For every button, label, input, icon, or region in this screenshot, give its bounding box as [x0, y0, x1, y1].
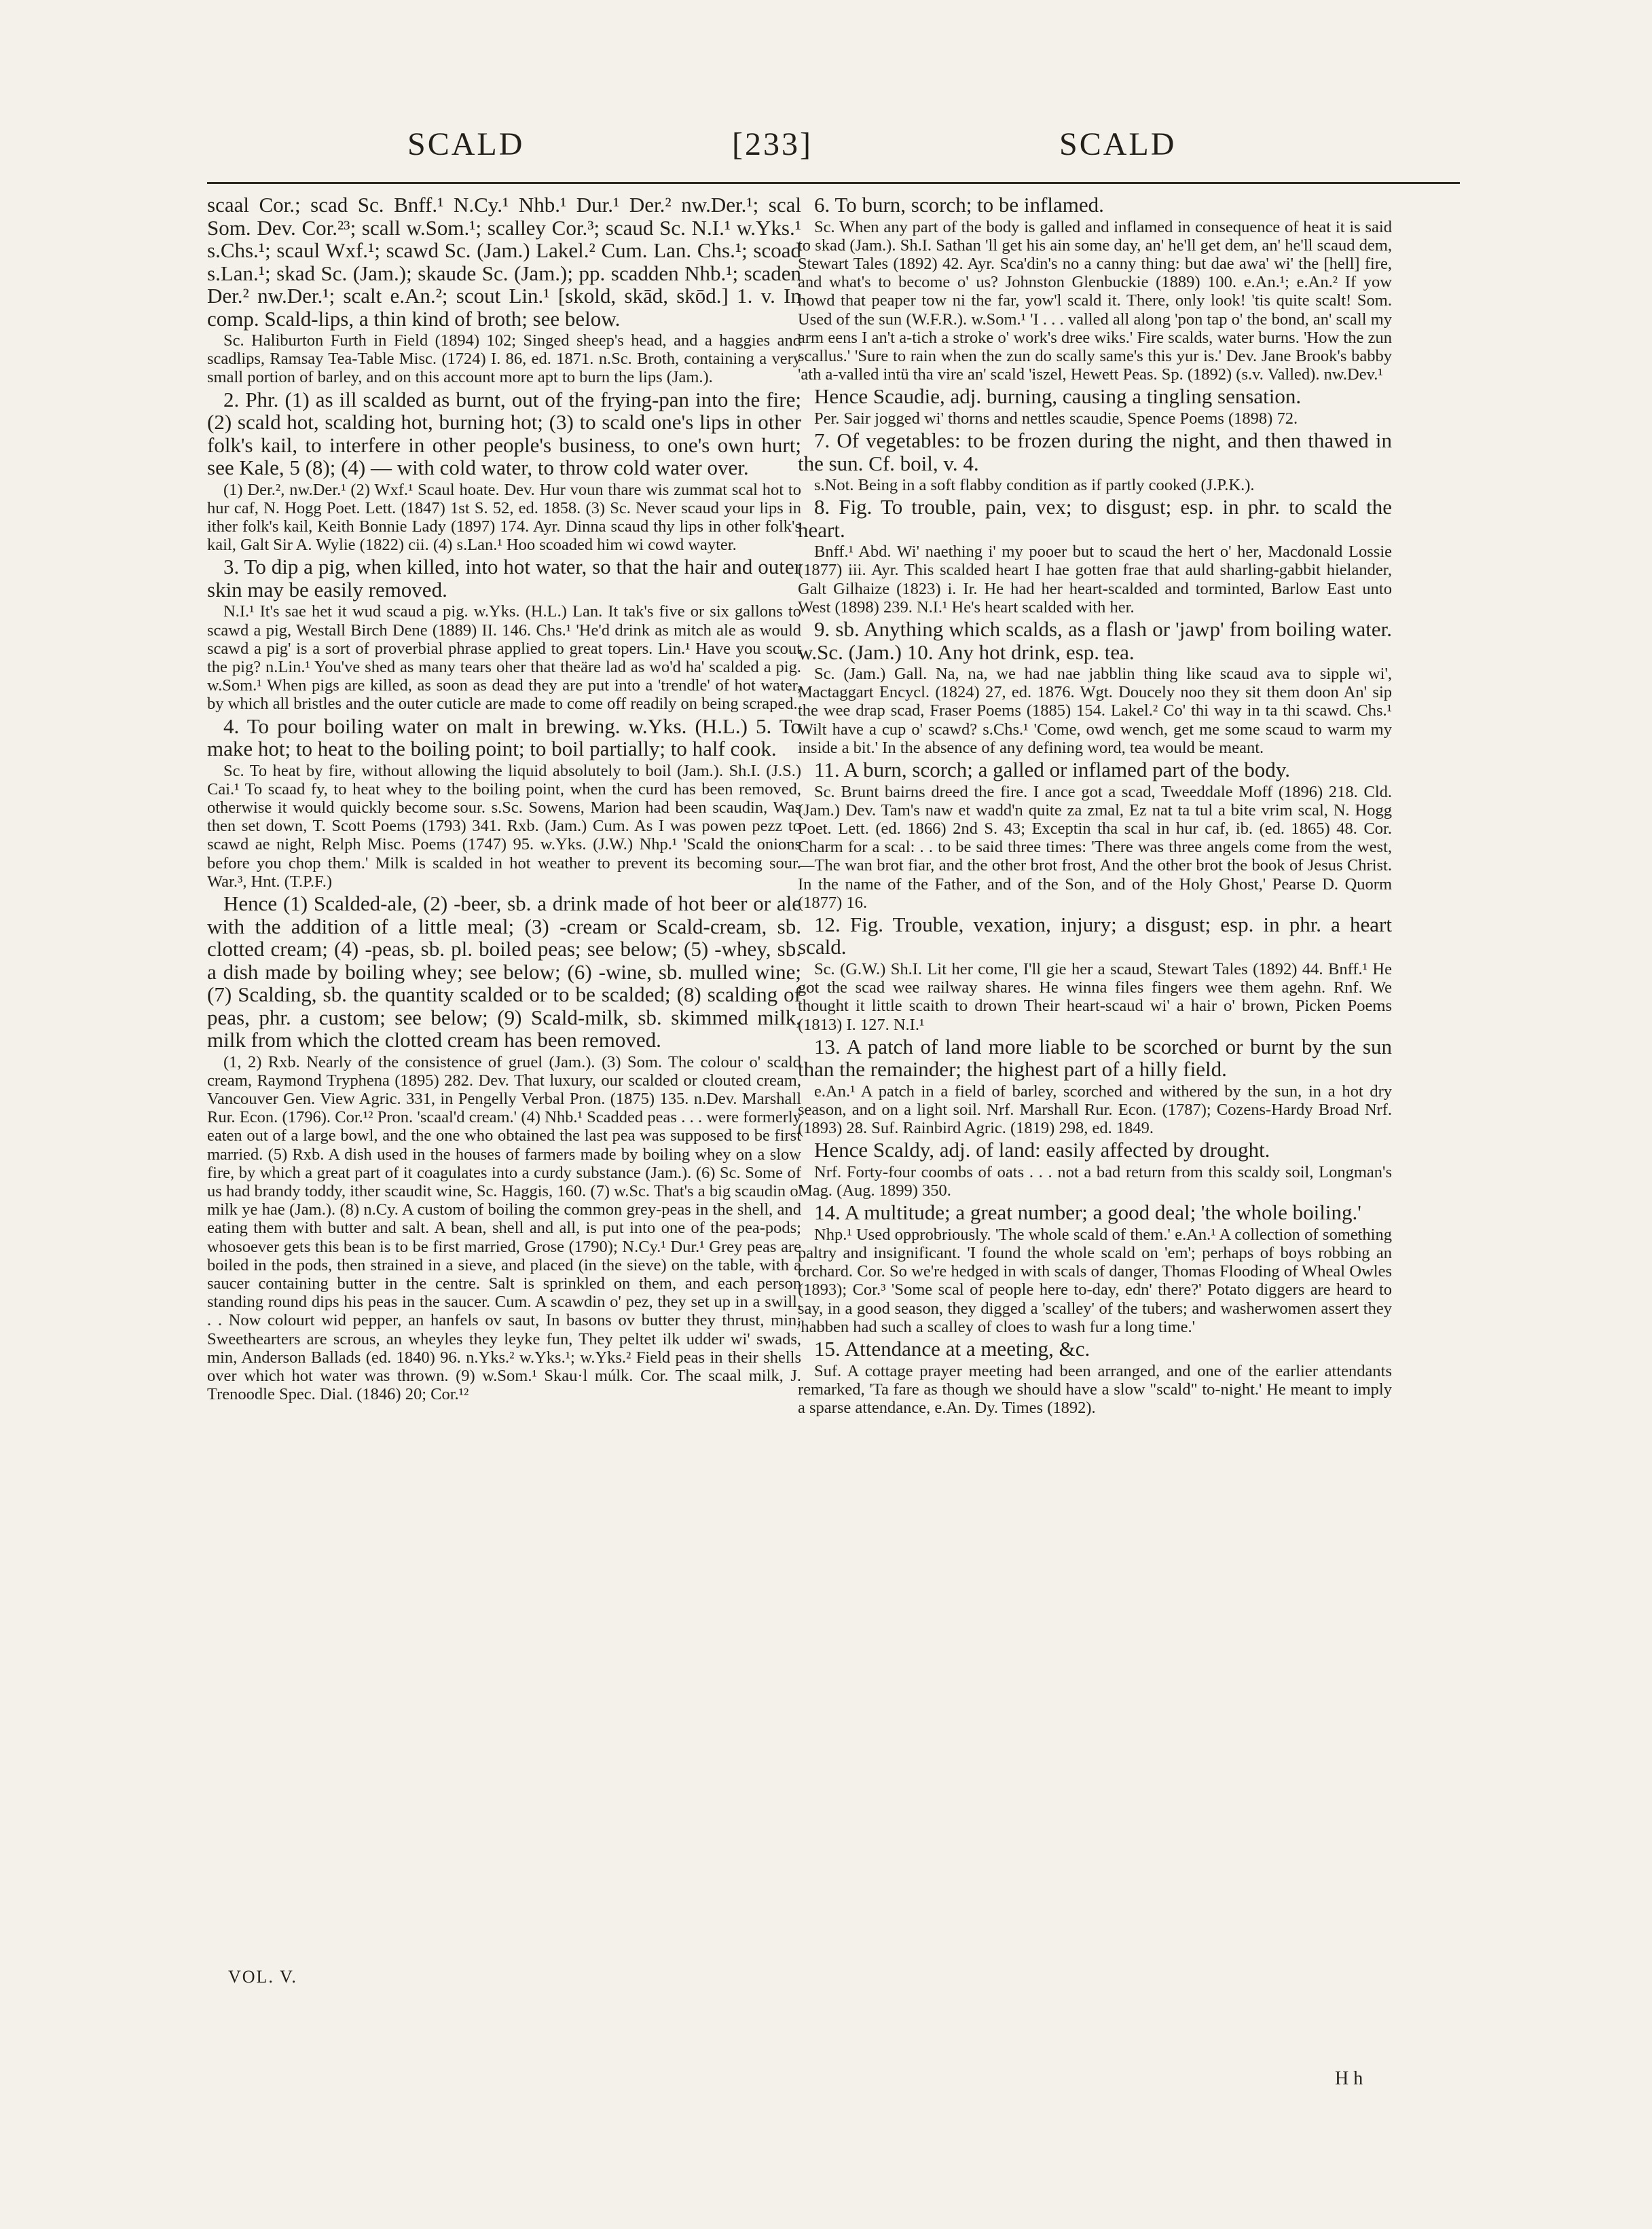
- citation-paragraph: Bnff.¹ Abd. Wi' naething i' my pooer but to scaud the hert o' her, Macdonald Lossie (1877) iii. Ayr. This scalded heart I hae gotten frae that auld sharling-gabbit hielander, Galt Gilhaize (1823) i. Ir. He had her heart-scalded and torminted, Barlow East unto West (1898) 239. N.I.¹ He's heart scalded with her.: [798, 542, 1392, 616]
- citation-paragraph: Sc. To heat by fire, without allowing the liquid absolutely to boil (Jam.). Sh.I. (J.S.) Cai.¹ To scaad fy, to heat whey to the boiling point, when the curd has been removed, otherwise it would quickly become sour. s.Sc. Sowens, Marion had been scaudin, Was then set down, T. Scott Poems (1793) 341. Rxb. (Jam.) Cum. As I was powen pezz to scawd ae night, Relph Misc. Poems (1747) 95. w.Yks. (J.W.) Nhp.¹ 'Scald the onions before you chop them.' Milk is scalded in hot weather to prevent its becoming sour. War.³, Hnt. (T.P.F.): [207, 761, 801, 891]
- entry-paragraph: 2. Phr. (1) as ill scalded as burnt, out of the frying-pan into the fire; (2) scald hot, scalding hot, burning hot; (3) to scald one's lips in other folk's kail, to interfere in other people's business, to one's own hurt; see Kale, 5 (8); (4) — with cold water, to throw cold water over.: [207, 387, 801, 480]
- entry-paragraph: 8. Fig. To trouble, pain, vex; to disgust; esp. in phr. to scald the heart.: [798, 495, 1392, 542]
- header-rule: [207, 182, 1460, 184]
- right-column: [798, 194, 1392, 2088]
- entry-paragraph: Hence (1) Scalded-ale, (2) -beer, sb. a drink made of hot beer or ale with the addition of a little meal; (3) -cream or Scald-cream, sb. clotted cream; (4) -peas, sb. pl. boiled peas; see below; (5) -whey, sb. a dish made by boiling whey; see below; (6) -wine, sb. mulled wine; (7) Scalding, sb. the quantity scalded or to be scalded; (8) scalding of peas, phr. a custom; see below; (9) Scald-milk, sb. skimmed milk, milk from which the clotted cream has been removed.: [207, 891, 801, 1052]
- signature-mark: H h: [1335, 2068, 1363, 2089]
- entry-paragraph: 6. To burn, scorch; to be inflamed.: [814, 194, 1104, 217]
- entry-paragraph: 12. Fig. Trouble, vexation, injury; a disgust; esp. in phr. a heart scald.: [798, 912, 1392, 959]
- entry-paragraph: 4. To pour boiling water on malt in brewing. w.Yks. (H.L.) 5. To make hot; to heat to the boiling point; to boil partially; to half cook.: [207, 714, 801, 761]
- citation-paragraph: Nrf. Forty-four coombs of oats . . . not a bad return from this scaldy soil, Longman's Mag. (Aug. 1899) 350.: [798, 1162, 1392, 1200]
- entry-paragraph: 11. A burn, scorch; a galled or inflamed part of the body.: [814, 758, 1291, 782]
- left-column: [207, 194, 801, 1993]
- citation-paragraph: Sc. When any part of the body is galled and inflamed in consequence of heat it is said to skad (Jam.). Sh.I. Sathan 'll get his ain some day, an' he'll get dem, an' he'll scaud dem, Stewart Tales (1892) 42. Ayr. Sca'din's no a canny thing: but dae awa' wi' the [hell] fire, and what's to become o' us? Johnston Glenbuckie (1889) 100. e.An.¹; e.An.² If yow howd that peaper tow ni the far, yow'l scald it. There, only look! 'tis quite scalt! Som. Used of the sun (W.F.R.). w.Som.¹ 'I . . . valled all along 'pon tap o' the bond, an' scall my arm eens I an't a-tich a stroke o' work's dree wiks.' Fire scalds, water burns. 'How the zun scallus.' 'Sure to rain when the zun do scally same's this yur is.' Dev. Jane Brook's babby 'ath a-valled intü tha vire an' scald 'iszel, Hewett Peas. Sp. (1892) (s.v. Valled). nw.Dev.¹: [798, 217, 1392, 384]
- page-number: [233]: [732, 126, 813, 162]
- entry-paragraph: Hence Scaudie, adj. burning, causing a tingling sensation.: [814, 384, 1302, 409]
- citation-paragraph: Sc. Brunt bairns dreed the fire. I ance got a scad, Tweeddale Moff (1896) 218. Cld. (Jam.) Dev. Tam's naw et wadd'n quite za zmal, Ez nat ta tul a bite vrim scal, N. Hogg Poet. Lett. (ed. 1866) 2nd S. 43; Exceptin tha scal in hur caf, ib. (ed. 1865) 48. Cor. Charm for a scal: . . to be said three times: 'There was three angels come from the west,—The wan brot fiar, and the other brot frost, And the other brot the book of Jesus Christ. In the name of the Father, and of the Son, and of the Holy Ghost,' Pearse D. Quorm (1877) 16.: [798, 782, 1392, 912]
- citation-paragraph: Sc. Haliburton Furth in Field (1894) 102; Singed sheep's head, and a haggies and scadlips, Ramsay Tea-Table Misc. (1724) I. 86, ed. 1871. n.Sc. Broth, containing a very small portion of barley, and on this account more apt to burn the lips (Jam.).: [207, 331, 801, 387]
- citation-paragraph: N.I.¹ It's sae het it wud scaud a pig. w.Yks. (H.L.) Lan. It tak's five or six gallons to scawd a pig, Westall Birch Dene (1889) II. 146. Chs.¹ 'He'd drink as mitch ale as would scawd a pig' is a sort of proverbial phrase applied to great topers. Lin.¹ Have you scout the pig? n.Lin.¹ You've shed as many tears oher that theäre lad as wo'd ha' scalded a pig. w.Som.¹ When pigs are killed, as soon as dead they are put into a 'trendle' of hot water, by which all bristles and the outer cuticle are made to come off readily on being scraped.: [207, 602, 801, 714]
- entry-paragraph: 3. To dip a pig, when killed, into hot water, so that the hair and outer skin may be easily removed.: [207, 555, 801, 602]
- citation-paragraph: Sc. (Jam.) Gall. Na, na, we had nae jabblin thing like scaud ava to sipple wi', Mactaggart Encycl. (1824) 27, ed. 1876. Wgt. Doucely noo they sit them doon An' sip the wee drap scad, Fraser Poems (1885) 154. Lakel.² Co' thi way in ta thi scawd. Chs.¹ Wilt have a cup o' scawd? s.Chs.¹ 'Come, owd wench, get me some scaud to warm my inside a bit.' In the absence of any defining word, tea would be meant.: [798, 665, 1392, 757]
- citation-paragraph: Sc. (G.W.) Sh.I. Lit her come, I'll gie her a scaud, Stewart Tales (1892) 44. Bnff.¹ He got the scad wee railway shares. He winna files fingers wee them agehn. Rnf. We thought it little scaith to drown Their heart-scaud wi' a hair o' brown, Picken Poems (1813) I. 127. N.I.¹: [798, 959, 1392, 1034]
- entry-paragraph: 9. sb. Anything which scalds, as a flash or 'jawp' from boiling water. w.Sc. (Jam.) 10. Any hot drink, esp. tea.: [798, 617, 1392, 664]
- citation-paragraph: s.Not. Being in a soft flabby condition as if partly cooked (J.P.K.).: [814, 476, 1255, 495]
- entry-paragraph: 15. Attendance at a meeting, &c.: [814, 1337, 1090, 1361]
- entry-paragraph: Hence Scaldy, adj. of land: easily affected by drought.: [814, 1138, 1270, 1162]
- volume-mark: VOL. V.: [228, 1967, 297, 1987]
- entry-paragraph: 7. Of vegetables: to be frozen during the night, and then thawed in the sun. Cf. boil, v. 4.: [798, 428, 1392, 475]
- running-head-right: SCALD: [1059, 126, 1177, 162]
- entry-paragraph: scaal Cor.; scad Sc. Bnff.¹ N.Cy.¹ Nhb.¹ Dur.¹ Der.² nw.Der.¹; scal Som. Dev. Cor.²³; scall w.Som.¹; scalley Cor.³; scaud Sc. N.I.¹ w.Yks.¹ s.Chs.¹; scaul Wxf.¹; scawd Sc. (Jam.) Lakel.² Cum. Lan. Chs.¹; scoad s.Lan.¹; skad Sc. (Jam.); skaude Sc. (Jam.); pp. scadden Nhb.¹; scaden Der.² nw.Der.¹; scalt e.An.²; scout Lin.¹ [skold, skād, skōd.] 1. v. In comp. Scald-lips, a thin kind of broth; see below.: [207, 194, 801, 331]
- entry-paragraph: 13. A patch of land more liable to be scorched or burnt by the sun than the remainder; the highest part of a hilly field.: [798, 1034, 1392, 1082]
- citation-paragraph: Suf. A cottage prayer meeting had been arranged, and one of the earlier attendants remarked, 'Ta fare as though we should have a slow "scald" to-night.' He meant to imply a sparse attendance, e.An. Dy. Times (1892).: [798, 1361, 1392, 1417]
- citation-paragraph: Per. Sair jogged wi' thorns and nettles scaudie, Spence Poems (1898) 72.: [814, 409, 1298, 428]
- citation-paragraph: (1) Der.², nw.Der.¹ (2) Wxf.¹ Scaul hoate. Dev. Hur voun thare wis zummat scal hot to hur caf, N. Hogg Poet. Lett. (1847) 1st S. 52, ed. 1858. (3) Sc. Never scaud your lips in ither folk's kail, Keith Bonnie Lady (1897) 174. Ayr. Dinna scaud thy lips in other folk's kail, Galt Sir A. Wylie (1822) cii. (4) s.Lan.¹ Hoo scoaded him wi cowd wayter.: [207, 480, 801, 555]
- citation-paragraph: Nhp.¹ Used opprobriously. 'The whole scald of them.' e.An.¹ A collection of something paltry and insignificant. 'I found the whole scald on 'em'; perhaps of boys robbing an orchard. Cor. So we're hedged in with scals of danger, Thomas Flooding of Wheal Owles (1893); Cor.³ 'Some scal of people here to-day, edn' there?' Potato diggers are heard to say, in a good season, they digged a 'scalley' of the tubers; and washerwomen assert they 'habben had such a scalley of cloes to wash fur a long time.': [798, 1225, 1392, 1336]
- running-head-left: SCALD: [407, 126, 525, 162]
- entry-paragraph: 14. A multitude; a great number; a good deal; 'the whole boiling.': [814, 1200, 1361, 1225]
- citation-paragraph: e.An.¹ A patch in a field of barley, scorched and withered by the sun, in a hot dry season, and on a light soil. Nrf. Marshall Rur. Econ. (1787); Cozens-Hardy Broad Nrf. (1893) 28. Suf. Rainbird Agric. (1819) 298, ed. 1849.: [798, 1082, 1392, 1138]
- citation-paragraph: (1, 2) Rxb. Nearly of the consistence of gruel (Jam.). (3) Som. The colour o' scald cream, Raymond Tryphena (1895) 282. Dev. That luxury, our scalded or clouted cream, Vancouver Gen. View Agric. 331, in Pengelly Verbal Pron. (1875) 135. n.Dev. Marshall Rur. Econ. (1796). Cor.¹² Pron. 'scaal'd cream.' (4) Nhb.¹ Scadded peas . . . were formerly eaten out of a large bowl, and the one who obtained the last pea was supposed to be first married. (5) Rxb. A dish used in the houses of farmers made by boiling whey on a slow fire, by which a great part of it coagulates into a curdy substance (Jam.). (6) Sc. Some of us had brandy toddy, ither scaudit wine, Sc. Haggis, 160. (7) w.Sc. That's a big scaudin o' milk ye hae (Jam.). (8) n.Cy. A custom of boiling the common grey-peas in the shell, and eating them with butter and salt. A bean, shell and all, is put into one of the pea-pods; whosoever gets this bean is to be first married, Grose (1790); N.Cy.¹ Dur.¹ Grey peas are boiled in the pods, then strained in a sieve, and placed (in the sieve) on the table, with a saucer containing butter in the centre. Salt is sprinkled on them, and each person standing round dips his peas in the saucer. Cum. A scawdin o' pez, they set up in a swill, . . Now colourt wid pepper, an hanfels ov saut, In basons ov butter they thrust, min; Sweethearters are scrous, an wheyles they leyke fun, They peltet ilk udder wi' swads, min, Anderson Ballads (ed. 1840) 96. n.Yks.² w.Yks.¹; w.Yks.² Field peas in their shells over which hot water was thrown. (9) w.Som.¹ Skau·l múlk. Cor. The scaal milk, J. Trenoodle Spec. Dial. (1846) 20; Cor.¹²: [207, 1052, 801, 1404]
